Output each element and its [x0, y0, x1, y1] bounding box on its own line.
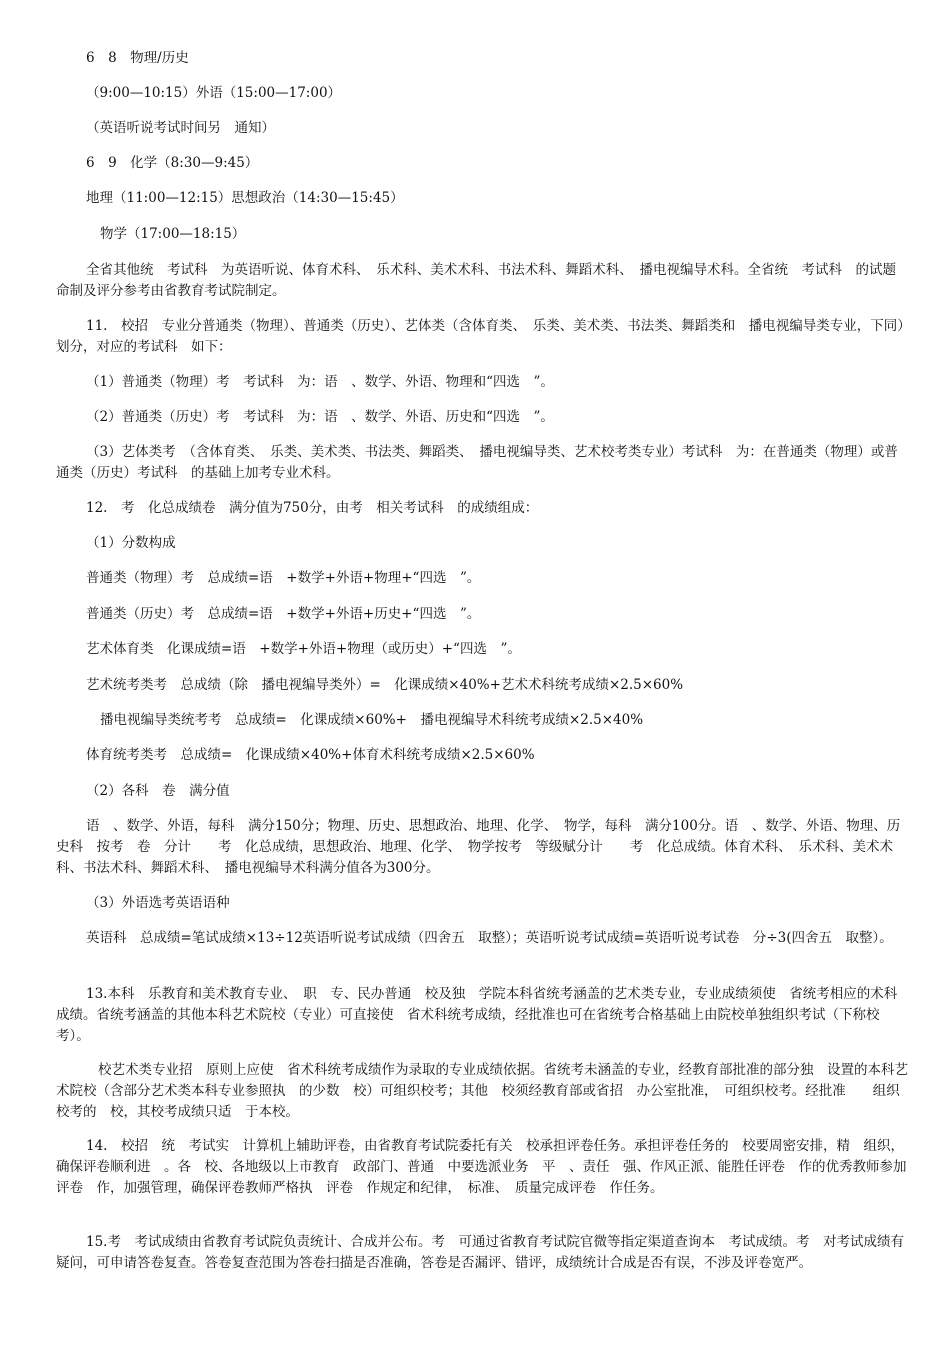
list-item: （3）艺体类考 （含体育类、 乐类、美术类、书法类、舞蹈类、 播电视编导类、艺术校考类专业）考试科 为：在普通类（物理）或普通类（历史）考试科 的基础上加考专业术科。 — [56, 444, 898, 481]
paragraph-full-scores: 语 、数学、外语，每科 满分150分；物理、历史、思想政治、地理、化学、 物学，每科 满分100分。语 、数学、外语、物理、历史科 按考 卷 分计 考 化总成绩，思想政治、地理、化学、 物学按考 等级赋分计 考 化总成绩。体育术科、 乐术科、美术术科、书法术科、舞蹈术科、 播电视编导术科满分值各为300分。 — [56, 818, 901, 876]
section-heading: （2）各科 卷 满分值 — [86, 783, 230, 799]
formula-line: 体育统考类考 总成绩= 化课成绩×40%+体育术科统考成绩×2.5×60% — [86, 747, 535, 763]
paragraph-english-score: 英语科 总成绩=笔试成绩×13÷12英语听说考试成绩（四舍五 取整）；英语听说考试成绩=英语听说考试卷 分÷3(四舍五 取整）。 — [86, 930, 893, 946]
schedule-time-line: 地理（11:00—12:15）思想政治（14:30—15:45） — [86, 190, 404, 206]
paragraph-15: 15.考 考试成绩由省教育考试院负责统计、合成并公布。考 可通过省教育考试院官微等指定渠道查询本 考试成绩。考 对考试成绩有疑问，可申请答卷复查。答卷复查范围为答卷扫描是否准确，答卷是否漏评、错评，成绩统计合成是否有误，不涉及评卷宽严。 — [56, 1234, 904, 1271]
listening-notice: （英语听说考试时间另 通知） — [86, 120, 275, 136]
schedule-time-line: 物学（17:00—18:15） — [100, 226, 246, 242]
paragraph-12: 12. 考 化总成绩卷 满分值为750分，由考 相关考试科 的成绩组成： — [86, 500, 539, 516]
paragraph-13: 13.本科 乐教育和美术教育专业、 职 专、民办普通 校及独 学院本科省统考涵盖的艺术类专业，专业成绩须使 省统考相应的术科成绩。省统考涵盖的其他本科艺术院校（专业）可直接使 省术科统考成绩，经批准也可在省统考合格基础上由院校单独组织考试（下称校考）。 — [56, 986, 898, 1044]
section-heading: （1）分数构成 — [86, 535, 176, 551]
section-heading: （3）外语选考英语语种 — [86, 895, 230, 911]
schedule-date-line: 6 8 物理/历史 — [86, 50, 189, 66]
paragraph-provincial-exams: 全省其他统 考试科 为英语听说、体育术科、 乐术科、美术术科、书法术科、舞蹈术科、 播电视编导术科。全省统 考试科 的试题命制及评分参考由省教育考试院制定。 — [56, 262, 896, 299]
formula-line: 普通类（历史）考 总成绩=语 +数学+外语+历史+“四选 ”。 — [86, 606, 481, 622]
paragraph-14: 14. 校招 统 考试实 计算机上辅助评卷，由省教育考试院委托有关 校承担评卷任务。承担评卷任务的 校要周密安排，精 组织，确保评卷顺利进 。各 校、各地级以上市教育 政部门、普通 中要选派业务 平 、责任 强、作风正派、能胜任评卷 作的优秀教师参加评卷 作，加强管理，确保评卷教师严格执 评卷 作规定和纪律， 标准、 质量完成评卷 作任务。 — [56, 1138, 907, 1196]
formula-line: 艺术统考类考 总成绩（除 播电视编导类外）= 化课成绩×40%+艺术术科统考成绩×2.5×60% — [86, 677, 684, 693]
formula-line: 播电视编导类统考考 总成绩= 化课成绩×60%+ 播电视编导术科统考成绩×2.5×40% — [100, 712, 644, 728]
formula-line: 艺术体育类 化课成绩=语 +数学+外语+物理（或历史）+“四选 ”。 — [86, 641, 521, 657]
formula-line: 普通类（物理）考 总成绩=语 +数学+外语+物理+“四选 ”。 — [86, 570, 481, 586]
paragraph-school-exams: 校艺术类专业招 原则上应使 省术科统考成绩作为录取的专业成绩依据。省统考未涵盖的专业，经教育部批准的部分独 设置的本科艺术院校（含部分艺术类本科专业参照执 的少数 校）可组织校考；其他 校须经教育部或省招 办公室批准， 可组织校考。经批准 组织校考的 校，其校考成绩只适 于本校。 — [56, 1062, 908, 1120]
paragraph-11: 11. 校招 专业分普通类（物理）、普通类（历史）、艺体类（含体育类、 乐类、美术类、书法类、舞蹈类和 播电视编导类专业，下同）划分，对应的考试科 如下： — [56, 318, 904, 355]
schedule-time-line: （9:00—10:15）外语（15:00—17:00） — [86, 85, 342, 101]
list-item: （1）普通类（物理）考 考试科 为：语 、数学、外语、物理和“四选 ”。 — [86, 374, 554, 390]
list-item: （2）普通类（历史）考 考试科 为：语 、数学、外语、历史和“四选 ”。 — [86, 409, 554, 425]
schedule-date-line: 6 9 化学（8:30—9:45） — [86, 155, 259, 171]
